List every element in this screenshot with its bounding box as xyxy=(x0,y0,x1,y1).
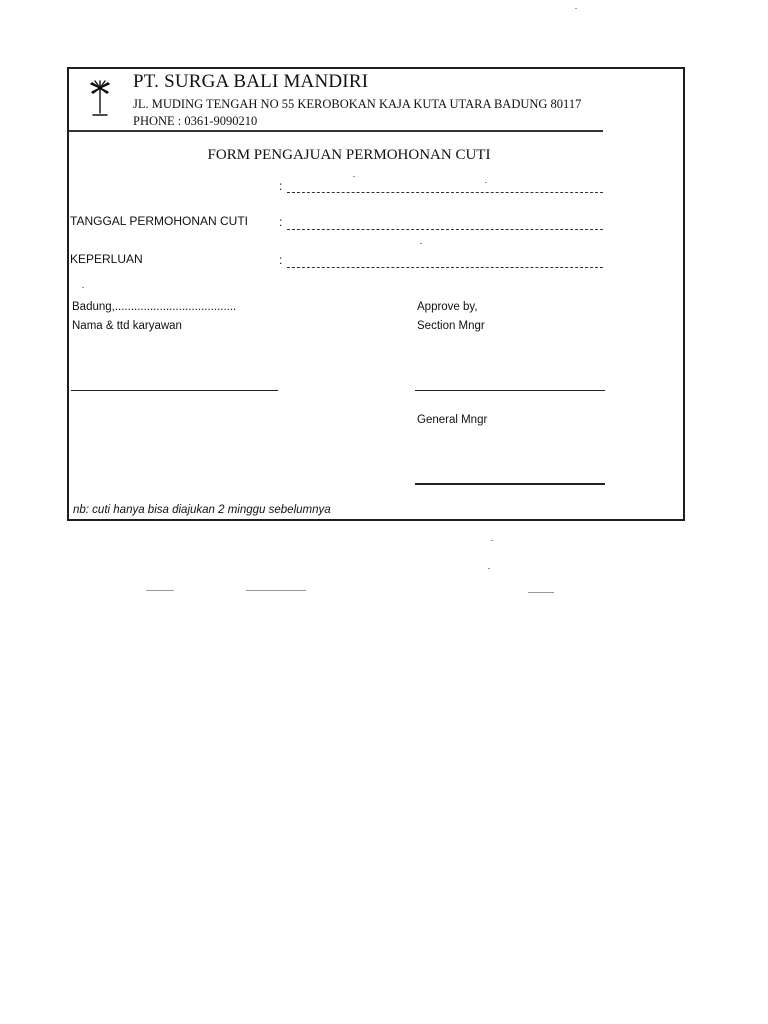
leave-request-form xyxy=(67,67,685,521)
scan-speck xyxy=(485,182,487,183)
scan-speck xyxy=(575,8,577,9)
scan-speck xyxy=(353,176,355,177)
field-colon-tanggal: : xyxy=(279,215,283,229)
field-line-tanggal[interactable] xyxy=(287,229,603,230)
scan-speck xyxy=(491,540,493,541)
general-manager-label: General Mngr xyxy=(417,414,488,426)
employee-signature-label: Nama & ttd karyawan xyxy=(72,320,182,332)
section-manager-signature-line[interactable] xyxy=(415,390,605,391)
section-manager-label: Section Mngr xyxy=(417,320,485,332)
header-divider xyxy=(69,130,603,132)
field-label-tanggal: TANGGAL PERMOHONAN CUTI xyxy=(70,214,249,228)
field-colon-1: : xyxy=(279,179,283,193)
field-line-1[interactable] xyxy=(287,192,603,193)
scan-speck xyxy=(146,590,174,591)
scan-speck xyxy=(82,287,84,288)
general-manager-signature-line[interactable] xyxy=(415,483,605,485)
footnote: nb: cuti hanya bisa diajukan 2 minggu sebelumnya xyxy=(73,504,331,516)
field-colon-keperluan: : xyxy=(279,253,283,267)
scan-speck xyxy=(246,590,306,591)
company-name: PT. SURGA BALI MANDIRI xyxy=(133,71,369,92)
field-line-keperluan[interactable] xyxy=(287,267,603,268)
scan-speck xyxy=(420,243,422,244)
approve-by-label: Approve by, xyxy=(417,301,478,313)
employee-signature-line[interactable] xyxy=(71,390,278,391)
company-address: JL. MUDING TENGAH NO 55 KEROBOKAN KAJA KUTA UTARA BADUNG 80117 xyxy=(133,97,582,111)
palm-tree-logo-icon xyxy=(87,79,113,121)
form-title: FORM PENGAJUAN PERMOHONAN CUTI xyxy=(207,147,491,163)
scan-speck xyxy=(488,568,490,569)
field-label-keperluan: KEPERLUAN xyxy=(70,252,143,266)
scan-speck xyxy=(528,592,554,593)
place-date-line: Badung,...................................... xyxy=(72,301,237,313)
company-phone: PHONE : 0361-9090210 xyxy=(133,114,258,128)
